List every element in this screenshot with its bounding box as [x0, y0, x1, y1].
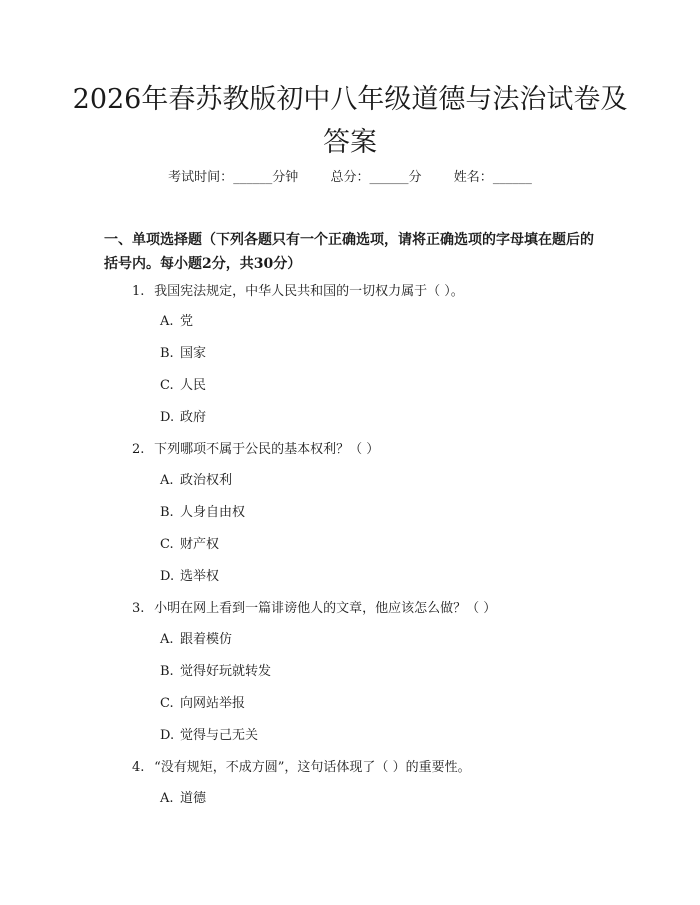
option-2c — [160, 536, 580, 554]
total-score-unit: 分 — [408, 170, 422, 185]
option-letter: A. — [160, 314, 174, 329]
option-text: 觉得好玩就转发 — [180, 664, 272, 679]
option-text: 向网站举报 — [180, 696, 246, 711]
option-2a — [160, 472, 580, 490]
option-letter: C. — [160, 537, 174, 552]
exam-info-line — [0, 169, 700, 187]
option-3d — [160, 727, 580, 745]
name-label: 姓名： — [453, 170, 493, 185]
option-letter: D. — [160, 569, 175, 584]
option-text: 国家 — [180, 346, 207, 361]
exam-time-label: 考试时间： — [168, 170, 234, 185]
question-2 — [132, 441, 612, 459]
exam-time-blank: ______ — [233, 170, 273, 185]
option-text: 政治权利 — [180, 473, 233, 488]
option-2b — [160, 504, 580, 522]
question-number: 1. — [132, 284, 145, 299]
option-letter: D. — [160, 728, 175, 743]
option-letter: A. — [160, 473, 174, 488]
option-3c — [160, 695, 580, 713]
question-1 — [132, 283, 612, 301]
option-letter: B. — [160, 346, 174, 361]
option-3a — [160, 631, 580, 649]
question-text: “没有规矩，不成方圆”，这句话体现了（ ）的重要性。 — [154, 760, 471, 775]
option-1c — [160, 377, 580, 395]
option-1d — [160, 409, 580, 427]
exam-time-unit: 分钟 — [272, 170, 299, 185]
question-3 — [132, 600, 612, 618]
option-letter: B. — [160, 505, 174, 520]
option-text: 选举权 — [180, 569, 220, 584]
question-text: 我国宪法规定，中华人民共和国的一切权力属于（ ）。 — [154, 284, 464, 299]
option-letter: A. — [160, 632, 174, 647]
option-text: 跟着模仿 — [180, 632, 233, 647]
option-letter: B. — [160, 664, 174, 679]
option-letter: C. — [160, 696, 174, 711]
option-2d — [160, 568, 580, 586]
option-letter: C. — [160, 378, 174, 393]
option-text: 道德 — [180, 791, 207, 806]
option-text: 政府 — [180, 410, 207, 425]
option-letter: A. — [160, 791, 174, 806]
question-number: 3. — [132, 601, 145, 616]
option-1b — [160, 345, 580, 363]
option-text: 觉得与己无关 — [180, 728, 259, 743]
option-text: 人民 — [180, 378, 207, 393]
total-score-blank: ______ — [369, 170, 409, 185]
option-1a — [160, 313, 580, 331]
question-number: 2. — [132, 442, 145, 457]
name-blank: ______ — [492, 170, 532, 185]
question-text: 下列哪项不属于公民的基本权利？（ ） — [154, 442, 380, 457]
option-text: 党 — [180, 314, 194, 329]
question-number: 4. — [132, 760, 145, 775]
question-text: 小明在网上看到一篇诽谤他人的文章，他应该怎么做？（ ） — [154, 601, 497, 616]
document-title: 2026年春苏教版初中八年级道德与法治试卷及答案 — [72, 84, 628, 158]
section-heading: 一、单项选择题（下列各题只有一个正确选项，请将正确选项的字母填在题后的括号内。每小题2分，共30分） — [104, 232, 594, 272]
total-score-label: 总分： — [330, 170, 370, 185]
option-3b — [160, 663, 580, 681]
question-4 — [132, 759, 612, 777]
option-letter: D. — [160, 410, 175, 425]
option-text: 人身自由权 — [180, 505, 246, 520]
option-text: 财产权 — [180, 537, 220, 552]
option-4a — [160, 790, 580, 808]
